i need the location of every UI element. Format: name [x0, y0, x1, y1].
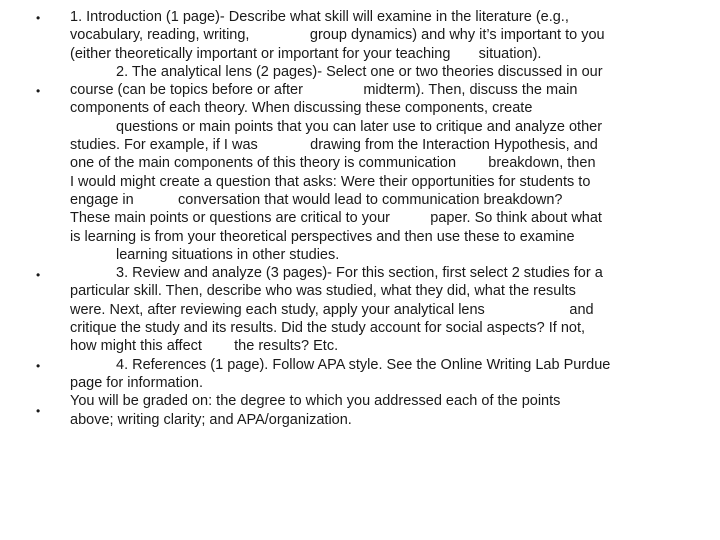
text-line: (either theoretically important or important for your teaching situation). — [70, 45, 542, 62]
bullet-3: • — [36, 268, 41, 282]
text-line: questions or main points that you can later use to critique and analyze other — [116, 118, 603, 135]
text-line: components of each theory. When discussing these components, create — [70, 100, 533, 117]
text-line: These main points or questions are critical to your paper. So think about what — [70, 210, 602, 227]
text-line: learning situations in other studies. — [116, 246, 340, 263]
text-line: particular skill. Then, describe who was studied, what they did, what the results — [70, 283, 576, 300]
text-line: vocabulary, reading, writing, group dynamics) and why it’s important to you — [70, 27, 605, 44]
item-grading — [70, 392, 684, 429]
text-line: studies. For example, if I was drawing from the Interaction Hypothesis, and — [70, 137, 598, 154]
text-line: I would might create a question that asks: Were their opportunities for students to — [70, 173, 591, 190]
text-line: 1. Introduction (1 page)- Describe what skill will examine in the literature (e.g., — [70, 9, 569, 25]
item-analytical-lens — [70, 63, 684, 264]
text-line: critique the study and its results. Did the study account for social aspects? If not, — [70, 320, 586, 337]
bullet-1: • — [36, 11, 41, 25]
text-line: course (can be topics before or after midterm). Then, discuss the main — [70, 82, 578, 99]
text-line: 4. References (1 page). Follow APA style. See the Online Writing Lab Purdue — [116, 356, 611, 373]
text-line: is learning is from your theoretical perspectives and then use these to examine — [70, 228, 575, 245]
text-line: page for information. — [70, 374, 203, 391]
text-line: 2. The analytical lens (2 pages)- Select one or two theories discussed in our — [116, 63, 603, 80]
item-review-analyze — [70, 264, 684, 355]
item-references — [70, 356, 684, 393]
text-line: one of the main components of this theory is communication breakdown, then — [70, 155, 596, 172]
bullet-4: • — [36, 359, 41, 373]
bullet-5: • — [36, 404, 41, 418]
bullet-2: • — [36, 84, 41, 98]
text-line: 3. Review and analyze (3 pages)- For this section, first select 2 studies for a — [116, 265, 603, 282]
text-line: engage in conversation that would lead to communication breakdown? — [70, 191, 563, 208]
item-introduction — [70, 8, 684, 63]
text-line: You will be graded on: the degree to which you addressed each of the points — [70, 393, 561, 410]
text-line: how might this affect the results? Etc. — [70, 338, 339, 355]
text-line: were. Next, after reviewing each study, apply your analytical lens and — [70, 301, 594, 318]
text-line: above; writing clarity; and APA/organization. — [70, 411, 352, 428]
assignment-text — [70, 8, 684, 429]
